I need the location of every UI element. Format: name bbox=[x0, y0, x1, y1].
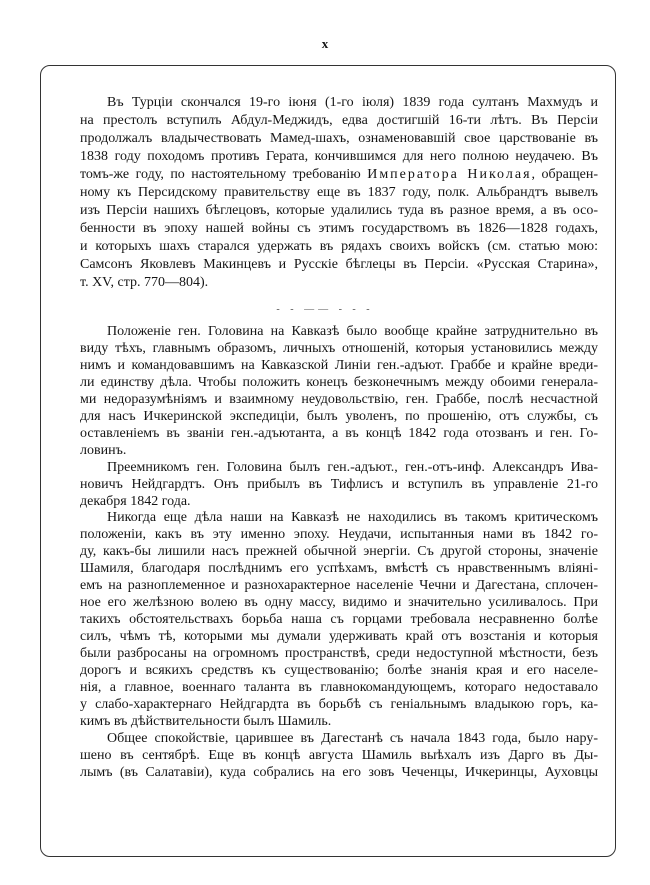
text-line: Въ Турцiи скончался 19-го iюня (1-го iюля) 1839 года султанъ Махмудъ и bbox=[107, 95, 598, 110]
paragraph bbox=[80, 510, 598, 730]
text-segment: , обращен- bbox=[531, 167, 598, 182]
text-line: ли единству дѣла. Чтобы положить конецъ безконечнымъ между обоими генерала- bbox=[80, 374, 598, 390]
paragraph bbox=[80, 324, 598, 460]
text-line: виду тѣхъ, главнымъ образомъ, личныхъ отношенiй, которыя установились между bbox=[80, 340, 598, 356]
text-line: бенности въ эпоху нашей войны съ этимъ государствомъ въ 1826—1828 годахъ, bbox=[80, 221, 598, 236]
text-line: продолжалъ владычествовать Мамед-шахъ, ознаменовавшiй свое царствованiе въ bbox=[80, 131, 598, 146]
text-line: нимъ и командовавшимъ на Кавказской Линiи ген.-адъют. Граббе и крайне вреди- bbox=[80, 357, 598, 373]
text-line bbox=[80, 166, 598, 184]
text-line: 1838 году походомъ противъ Герата, кончившимся для него полною неудачею. Въ bbox=[80, 149, 598, 164]
text-segment: томъ-же году, по настоятельному требованiю bbox=[80, 167, 368, 182]
text-line: ду, какъ-бы лишили насъ прежней обычной энергiи. Съ другой стороны, значенiе bbox=[80, 544, 598, 560]
page-number: x bbox=[321, 36, 329, 51]
text-line: положенiи, какъ въ эту именно эпоху. Неудачи, испытанныя нами въ 1842 го- bbox=[80, 527, 598, 543]
text-line: Самсонъ Яковлевъ Макинцевъ и Русскiе бѣглецы въ Персiи. «Русская Старина», bbox=[80, 257, 598, 272]
paragraph bbox=[80, 94, 598, 292]
text-line: Положенiе ген. Головина на Кавказѣ было вообще крайне затруднительно въ bbox=[107, 324, 598, 339]
text-line: ми недоразумѣнiямъ и взаимному неудовольствiю, ген. Граббе, послѣ несчастной bbox=[80, 391, 598, 407]
text-line: Никогда еще дѣла наши на Кавказѣ не находились въ такомъ критическомъ bbox=[107, 510, 598, 526]
text-line: ловинъ. bbox=[80, 442, 127, 458]
text-line: оставленiемъ въ званiи ген.-адъютанта, а въ концѣ 1842 года отозванъ и ген. Го- bbox=[80, 425, 598, 441]
paragraph bbox=[80, 460, 598, 511]
text-line: декабря 1842 года. bbox=[80, 493, 191, 509]
footnote-section bbox=[80, 94, 598, 292]
text-line: т. XV, стр. 770—804). bbox=[80, 275, 209, 290]
text-line: новичъ Нейдгардтъ. Онъ прибылъ въ Тифлисъ и вступилъ въ управленiе 21-го bbox=[80, 476, 598, 492]
text-line: были разбросаны на огромномъ пространствѣ, среди недоступной мѣстности, безъ bbox=[80, 646, 598, 662]
text-line: Общее спокойствiе, царившее въ Дагестанѣ съ начала 1843 года, было нару- bbox=[107, 730, 598, 746]
text-line: для насъ Ичкеринской экспедицiи, былъ уволенъ, по прошенiю, отъ службы, съ bbox=[80, 408, 598, 424]
text-line: ное его желѣзною волею въ одну массу, видимо и значительно усиливалось. При bbox=[80, 595, 598, 611]
paragraph bbox=[80, 731, 598, 782]
text-line: Преемникомъ ген. Головина былъ ген.-адъют., ген.-отъ-инф. Александръ Ива- bbox=[107, 459, 598, 475]
text-line: шено въ сентябрѣ. Еще въ концѣ августа Шамиль выѣхалъ изъ Дарго въ Ды- bbox=[80, 747, 598, 763]
text-line: нiя, а главное, военнаго таланта въ главнокомандующемъ, котораго недоставало bbox=[80, 680, 598, 696]
text-line: изъ Персiи нашихъ бѣглецовъ, которые удалились туда въ разное время, а въ осо- bbox=[80, 203, 598, 218]
text-line: у слабо-характернаго Нейдгардта въ борьбѣ съ генiальнымъ владыкою горъ, ка- bbox=[80, 696, 598, 712]
text-line: ному къ Персидскому правительству еще въ 1837 году, полк. Альбрандтъ вывелъ bbox=[80, 185, 598, 200]
text-line: силъ, чѣмъ тѣ, которыми мы думали удерживать край отъ возстанiя и которыя bbox=[80, 629, 598, 645]
main-text-section bbox=[80, 324, 598, 782]
text-line: емъ на разноплеменное и разнохарактерное населенiе Чечни и Дагестана, сплочен- bbox=[80, 578, 598, 594]
text-line: такихъ обстоятельствахъ борьба наша съ горцами требовала несравненно болѣе bbox=[80, 612, 598, 628]
text-line: лымъ (въ Салатавiи), куда собрались на его зовъ Чеченцы, Ичкеринцы, Ауховцы bbox=[80, 764, 598, 780]
section-separator: - - —— - - - bbox=[276, 304, 374, 315]
text-line: кимъ въ дѣйствительности былъ Шамиль. bbox=[80, 713, 332, 729]
text-line: на престолъ вступилъ Абдул-Меджидъ, едва достигшiй 16-ти лѣтъ. Въ Персiи bbox=[80, 113, 598, 128]
text-line: и которыхъ шахъ старался удержать въ рядахъ своихъ войскъ (см. статью мою: bbox=[80, 239, 598, 254]
spaced-emphasis: Императора Николая bbox=[367, 167, 532, 182]
text-line: Шамиля, благодаря послѣднимъ его успѣхамъ, вмѣстѣ съ нравственнымъ влiянi- bbox=[80, 561, 598, 577]
text-line: дорогъ и всякихъ средствъ къ существованiю; болѣе знанiя края и его населе- bbox=[80, 663, 598, 679]
